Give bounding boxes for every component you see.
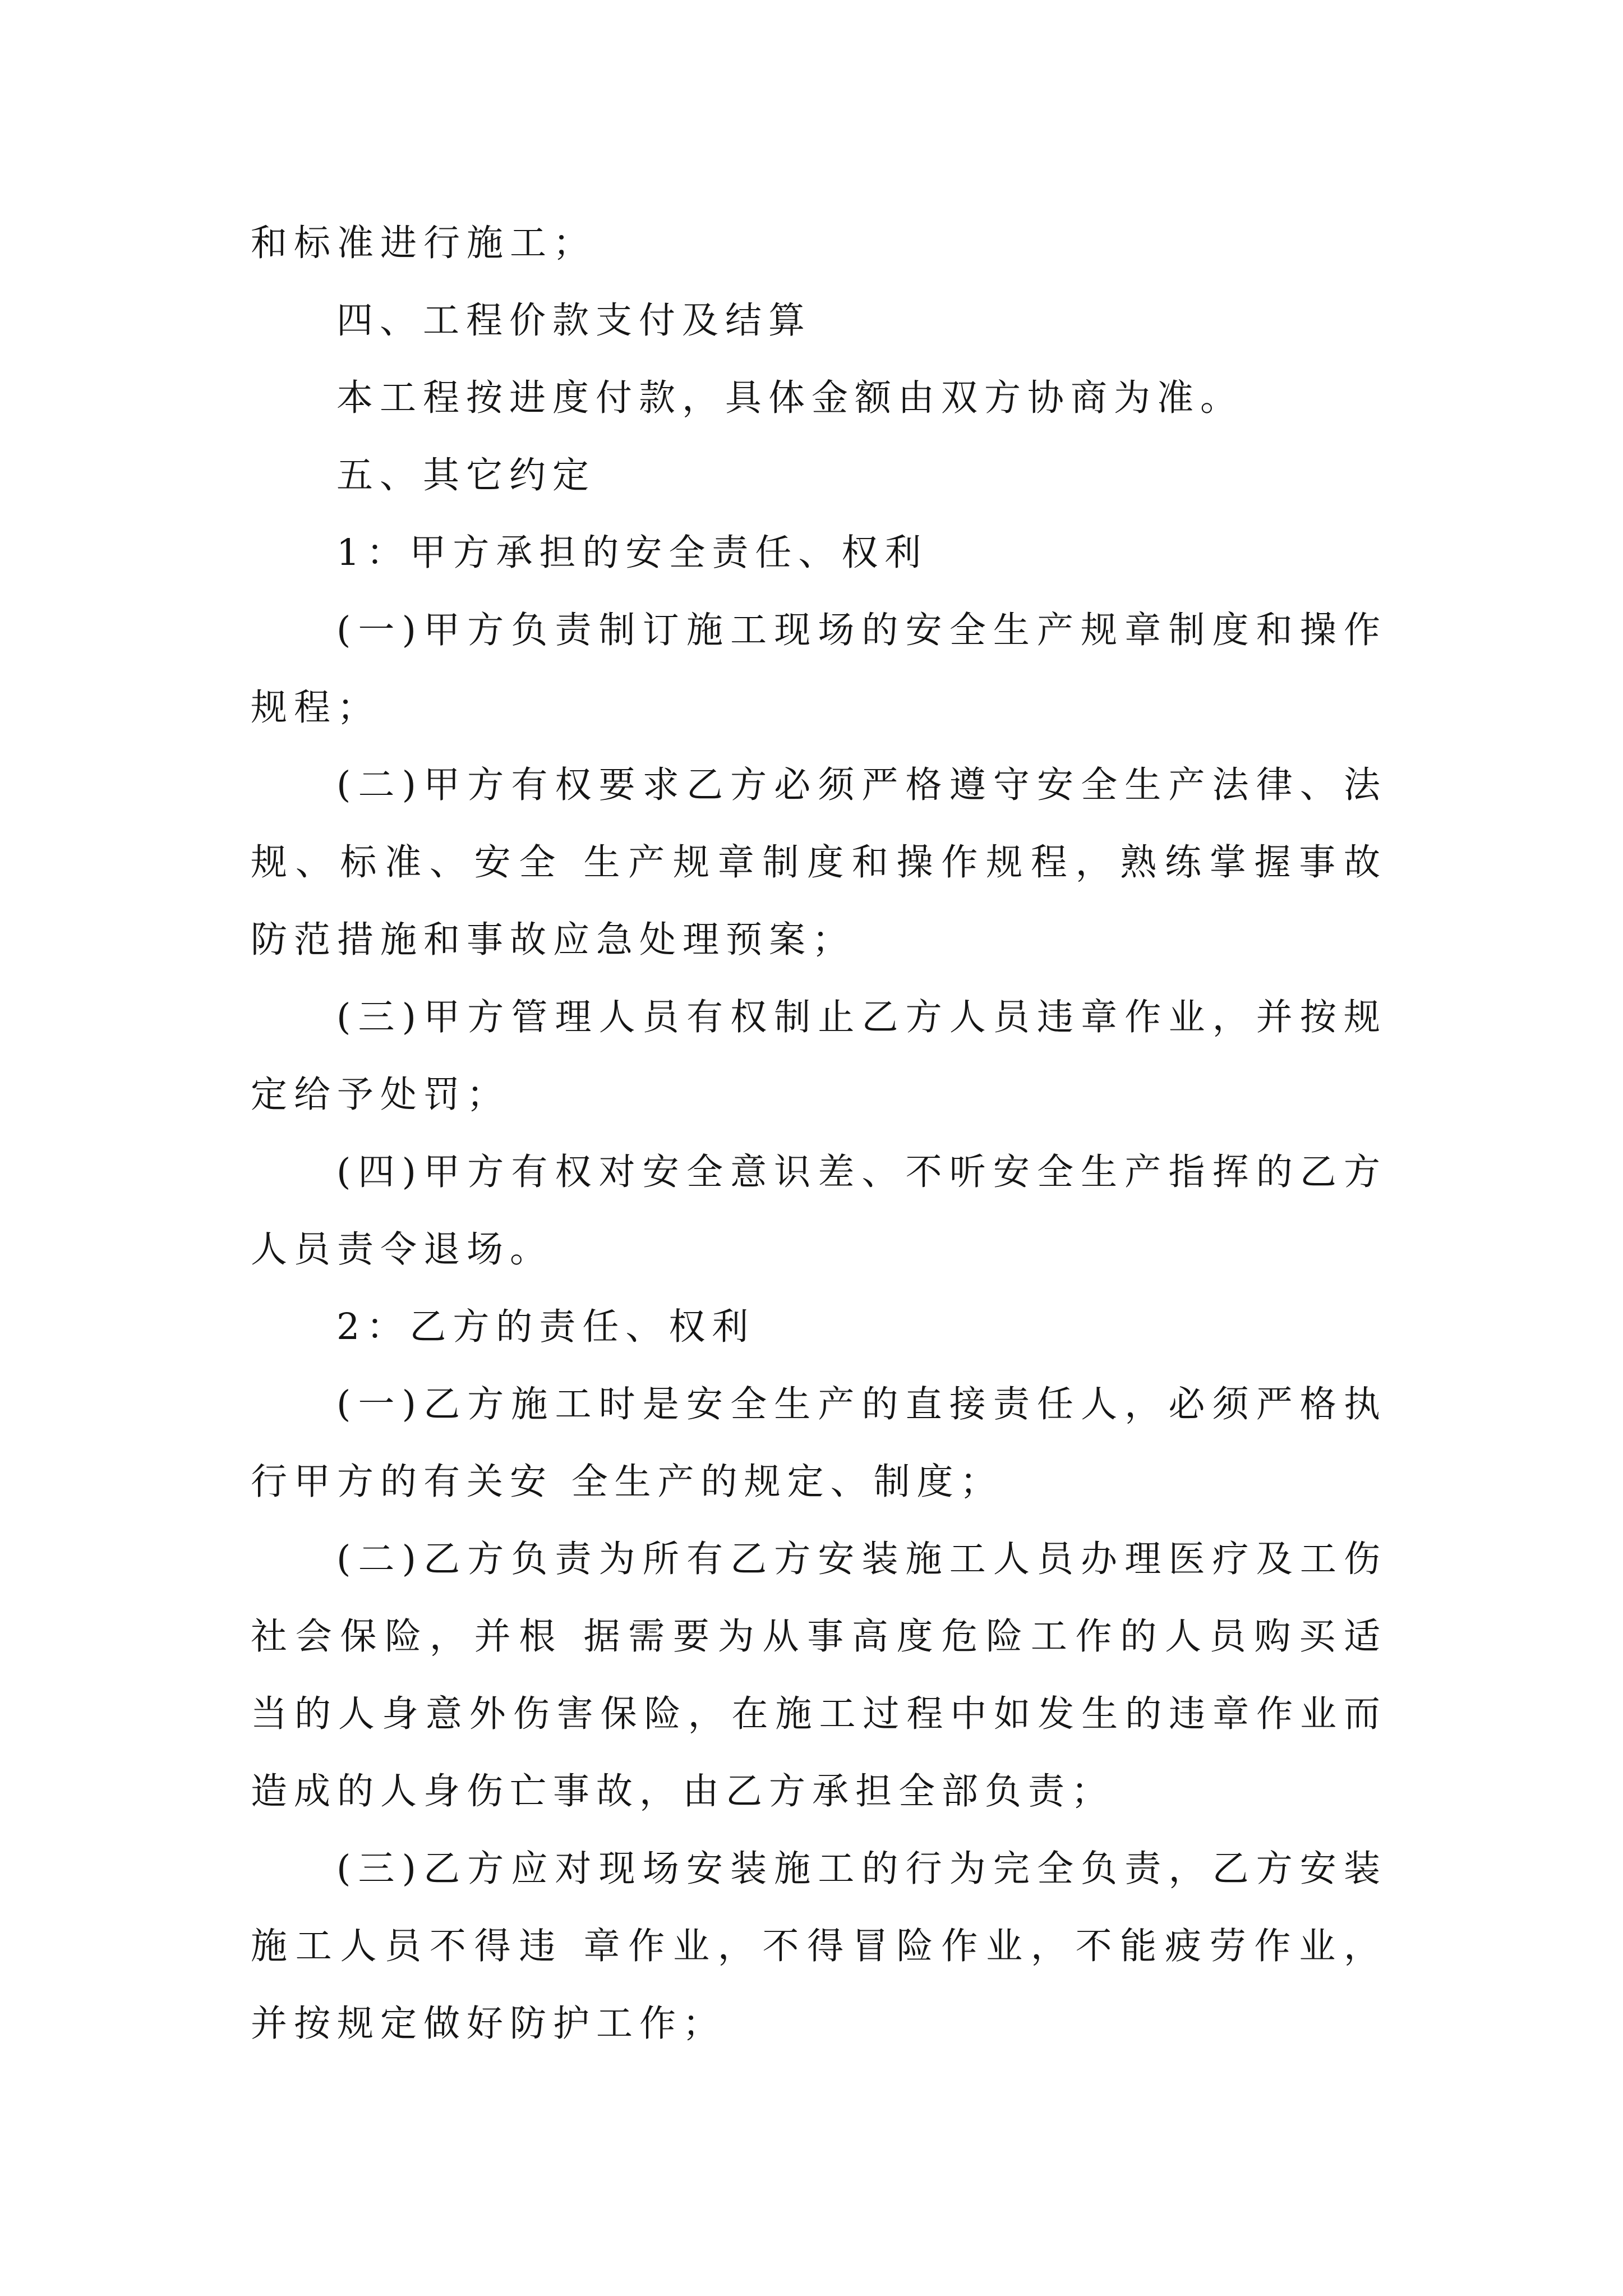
text-line: 2：乙方的责任、权利 — [336, 1306, 755, 1348]
text-line: 防范措施和事故应急处理预案； — [251, 919, 856, 961]
text-line: 四、工程价款支付及结算 — [336, 300, 812, 342]
clause-item — [251, 1134, 1387, 1289]
text-line: 规、标准、安全 生产规章制度和操作规程，熟练掌握事故 — [251, 841, 1387, 884]
text-line: (二)甲方有权要求乙方必须严格遵守安全生产法律、法 — [336, 764, 1387, 806]
text-line: 并按规定做好防护工作； — [251, 2003, 726, 2045]
section-heading — [251, 282, 1387, 360]
text-line: (四)甲方有权对安全意识差、不听安全生产指挥的乙方 — [336, 1151, 1387, 1193]
text-line: (三)乙方应对现场安装施工的行为完全负责，乙方安装 — [336, 1848, 1387, 1890]
text-line: 五、其它约定 — [336, 454, 596, 496]
clause-heading — [251, 514, 1387, 592]
text-line: 社会保险，并根 据需要为从事高度危险工作的人员购买适 — [251, 1616, 1387, 1658]
text-line: 本工程按进度付款，具体金额由双方协商为准。 — [336, 377, 1244, 419]
clause-item — [251, 979, 1387, 1134]
text-line: 人员责令退场。 — [251, 1228, 554, 1271]
text-line: 定给予处罚； — [251, 1074, 510, 1116]
text-line: 当的人身意外伤害保险，在施工过程中如发生的违章作业而 — [251, 1693, 1387, 1735]
text-line: 和标准进行施工； — [251, 222, 597, 264]
text-line: 造成的人身伤亡事故，由乙方承担全部负责； — [251, 1770, 1115, 1812]
text-line: 施工人员不得违 章作业，不得冒险作业，不能疲劳作业， — [251, 1925, 1387, 1967]
clause-heading — [251, 1289, 1387, 1366]
clause-item — [251, 1830, 1387, 2063]
clause-item — [251, 1366, 1387, 1521]
text-line: (一)甲方负责制订施工现场的安全生产规章制度和操作 — [336, 609, 1387, 651]
text-line: 行甲方的有关安 全生产的规定、制度； — [251, 1461, 1003, 1503]
body-paragraph — [251, 205, 1387, 282]
document-body — [251, 205, 1387, 2063]
text-line: (二)乙方负责为所有乙方安装施工人员办理医疗及工伤 — [336, 1538, 1387, 1580]
body-paragraph — [251, 360, 1387, 437]
text-line: 规程； — [251, 687, 381, 729]
text-line: (三)甲方管理人员有权制止乙方人员违章作业，并按规 — [336, 996, 1387, 1038]
clause-item — [251, 592, 1387, 747]
text-line: (一)乙方施工时是安全生产的直接责任人，必须严格执 — [336, 1383, 1387, 1425]
text-line: 1：甲方承担的安全责任、权利 — [336, 532, 928, 574]
section-heading — [251, 437, 1387, 514]
clause-item — [251, 1521, 1387, 1830]
clause-item — [251, 747, 1387, 979]
